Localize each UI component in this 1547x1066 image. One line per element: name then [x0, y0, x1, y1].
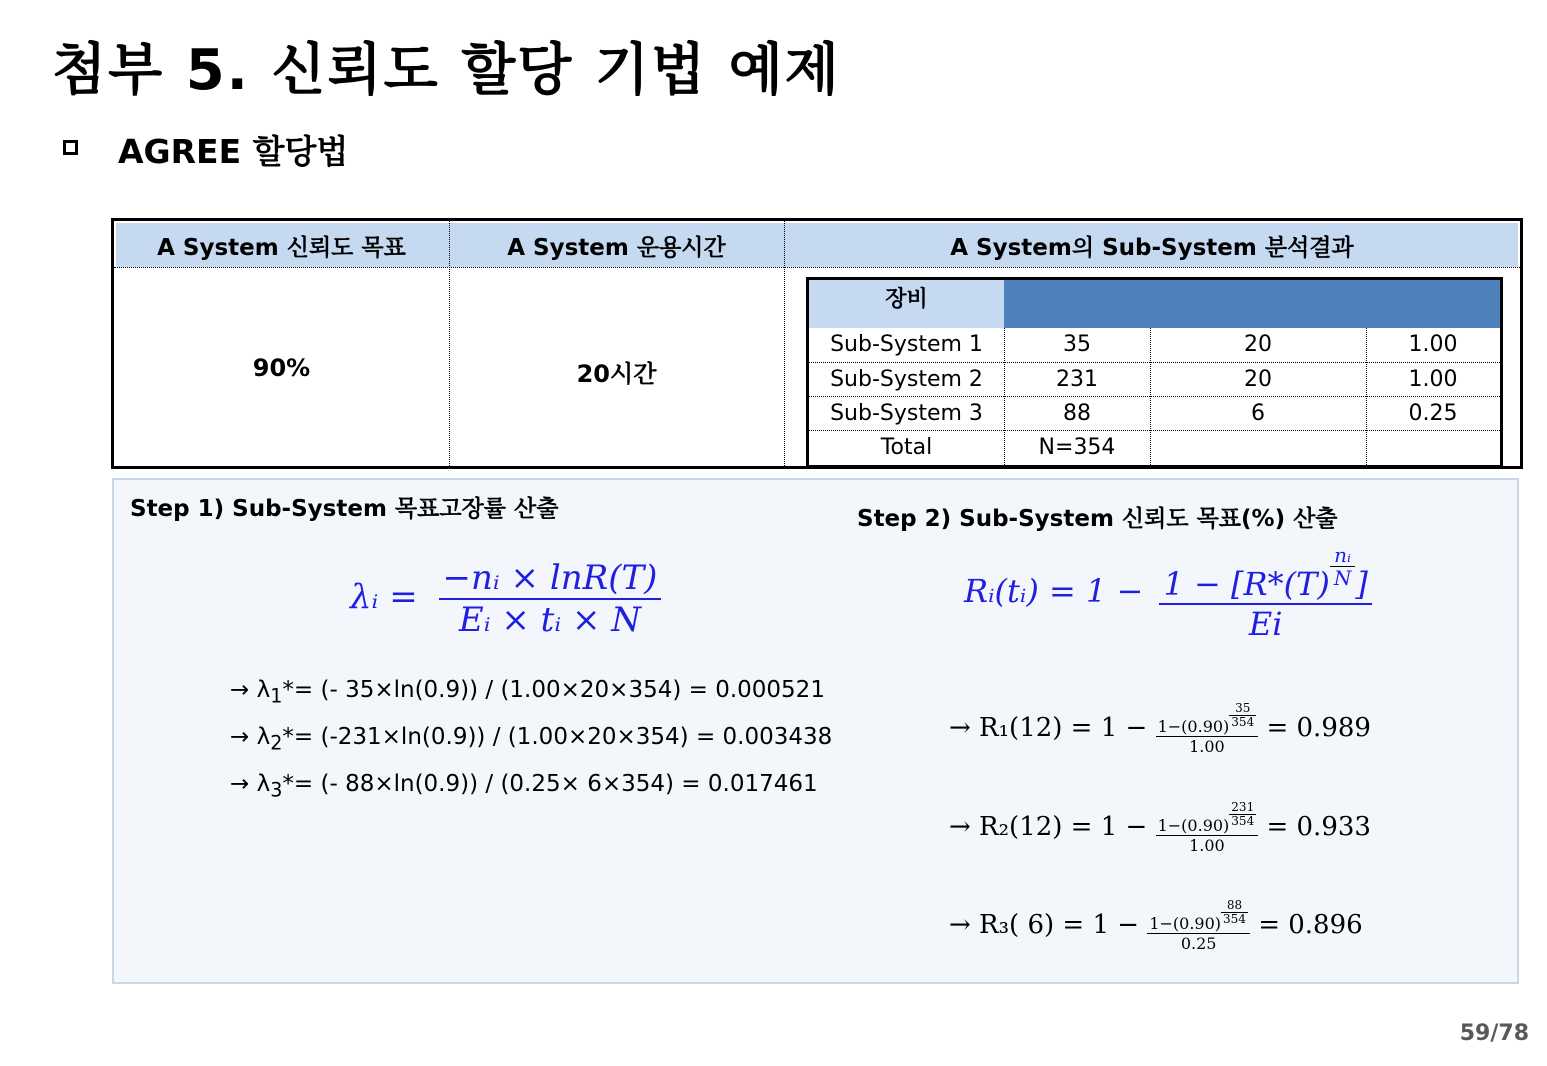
row-name: Sub-System 3: [830, 401, 983, 426]
page-title: 첨부 5. 신뢰도 할당 기법 예제: [52, 38, 841, 103]
checkbox-bullet-icon: [63, 140, 78, 155]
result-line: → R₁(12) = 1 − 1−(0.90) $\frac{35}{354}$ 1.00 = 0.989: [949, 701, 1371, 756]
calc-subscript: 1: [270, 684, 283, 708]
row-n: 231: [1056, 367, 1098, 392]
header-analysis-result: A System의 Sub-System 분석결과: [950, 235, 1354, 261]
reliability-goal-value: 90%: [252, 354, 311, 382]
row-t: 20: [1244, 367, 1272, 392]
step1-title: Step 1) Sub-System 목표고장률 산출: [130, 496, 559, 522]
row-n: 35: [1063, 332, 1091, 357]
section-heading: AGREE 할당법: [118, 132, 349, 171]
calc-subscript: 3: [270, 778, 283, 802]
formula-numerator: −nᵢ × lnR(T): [439, 558, 662, 600]
row-e: 0.25: [1408, 401, 1458, 426]
exponent-denominator: N: [1333, 566, 1352, 590]
header-divider: [114, 267, 1520, 268]
formula-denominator: Ei: [1248, 605, 1283, 643]
row-e: 1.00: [1408, 367, 1458, 392]
result-line: → R₂(12) = 1 − 1−(0.90) $\frac{231}{354}$ 1.00 = 0.933: [949, 800, 1371, 855]
inner-header-label: 장비: [885, 287, 928, 312]
calc-line: → $\lambda_2*= (-231\times\ln(0.9)) / (1.00\times 20\times 354) = 0.003438$: [230, 724, 833, 755]
system-table: [111, 218, 1523, 469]
row-t: 20: [1244, 332, 1272, 357]
header-reliability-goal: A System 신뢰도 목표: [157, 235, 406, 261]
row-t: 6: [1251, 401, 1265, 426]
row-name: Sub-System 1: [830, 332, 983, 357]
row-divider: [809, 430, 1500, 431]
formula-lhs: Rᵢ(tᵢ) = 1 −: [964, 572, 1144, 610]
formula-lhs: λᵢ =: [350, 577, 418, 617]
calculation-box: [112, 478, 1519, 984]
row-name: Sub-System 2: [830, 367, 983, 392]
formula-denominator: Eᵢ × tᵢ × N: [458, 600, 642, 640]
header-operating-time: A System 운용시간: [507, 235, 726, 261]
row-divider: [809, 362, 1500, 363]
exponent-numerator: nᵢ: [1330, 544, 1356, 567]
calc-subscript: 2: [270, 731, 283, 755]
calc-text: *= (- 88×ln(0.9)) / (0.25× 6×354) = 0.017461: [282, 771, 818, 797]
row-n: 88: [1063, 401, 1091, 426]
reliability-formula: [964, 544, 1372, 643]
row-e: 1.00: [1408, 332, 1458, 357]
subsystem-table: [806, 277, 1503, 468]
step2-title: Step 2) Sub-System 신뢰도 목표(%) 산출: [857, 506, 1338, 532]
operating-time-value: 20시간: [576, 360, 657, 388]
page-number: 59/78: [1459, 1021, 1529, 1046]
formula-numerator: 1 − [R*(T) $\frac{\text{nᵢ}}{N}$ ]: [1159, 544, 1371, 605]
inner-header-blank: [1004, 280, 1500, 328]
calc-line: → $\lambda_1*=$ (- 35×ln(0.9)) / (1.00×20×354) = 0.000521: [230, 677, 825, 708]
total-value: N=354: [1038, 435, 1116, 460]
row-divider: [809, 396, 1500, 397]
failure-rate-formula: [350, 558, 661, 640]
calc-line: → $\lambda_3*=$ (- 88×ln(0.9)) / (0.25× 6×354) = 0.017461: [230, 771, 818, 802]
calc-text: *= (- 35×ln(0.9)) / (1.00×20×354) = 0.000521: [282, 677, 825, 703]
total-label: Total: [880, 435, 933, 460]
result-line: → R₃( 6) = 1 − 1−(0.90) $\frac{88}{354}$ 0.25 = 0.896: [949, 898, 1363, 953]
calc-text: *= (-231×ln(0.9)) / (1.00×20×354) = 0.003438: [282, 724, 833, 750]
